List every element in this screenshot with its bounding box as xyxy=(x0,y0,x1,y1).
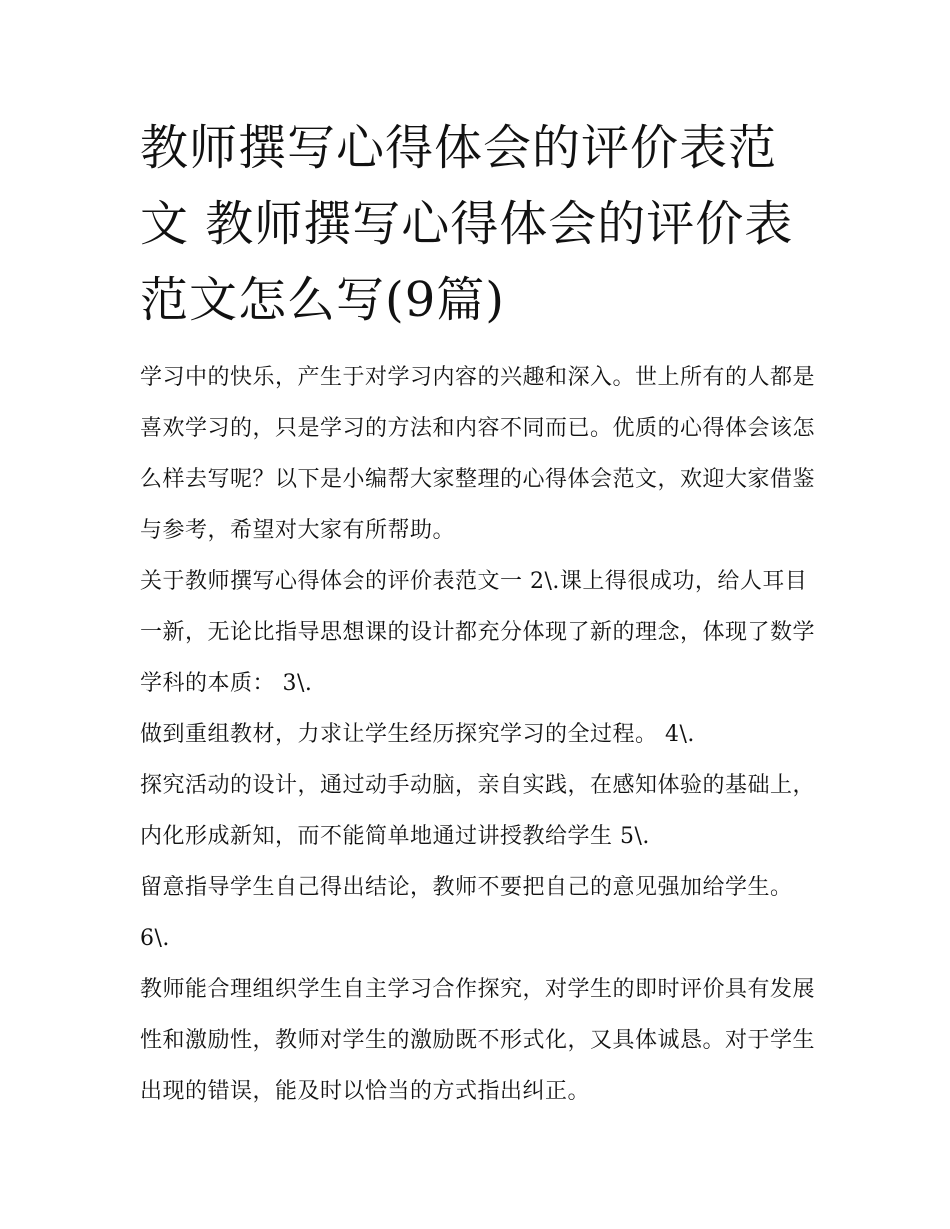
paragraph-4: 留意指导学生自己得出结论，教师不要把自己的意见强加给学生。 6\. xyxy=(140,875,793,951)
paragraph-3: 探究活动的设计，通过动手动脑，亲自实践，在感知体验的基础上，内化形成新知，而不能简单地通过讲授教给学生 5\. xyxy=(140,773,816,849)
document-title: 教师撰写心得体会的评价表范文 教师撰写心得体会的评价表范文怎么写(9篇) xyxy=(140,120,794,328)
paragraph-5: 教师能合理组织学生自主学习合作探究，对学生的即时评价具有发展性和激励性，教师对学生的激励既不形式化，又具体诚恳。对于学生出现的错误，能及时以恰当的方式指出纠正。 xyxy=(140,977,816,1104)
paragraph-1: 关于教师撰写心得体会的评价表范文一 2\.课上得很成功，给人耳目一新，无论比指导思想课的设计都充分体现了新的理念，体现了数学学科的本质： 3\. xyxy=(140,569,816,696)
paragraph-2: 做到重组教材，力求让学生经历探究学习的全过程。 4\. xyxy=(140,722,695,747)
document-content xyxy=(140,110,820,1117)
document-body xyxy=(140,352,820,1117)
paragraph-intro: 学习中的快乐，产生于对学习内容的兴趣和深入。世上所有的人都是喜欢学习的，只是学习的方法和内容不同而已。优质的心得体会该怎么样去写呢？以下是小编帮大家整理的心得体会范文，欢迎大家借鉴与参考，希望对大家有所帮助。 xyxy=(140,365,816,543)
